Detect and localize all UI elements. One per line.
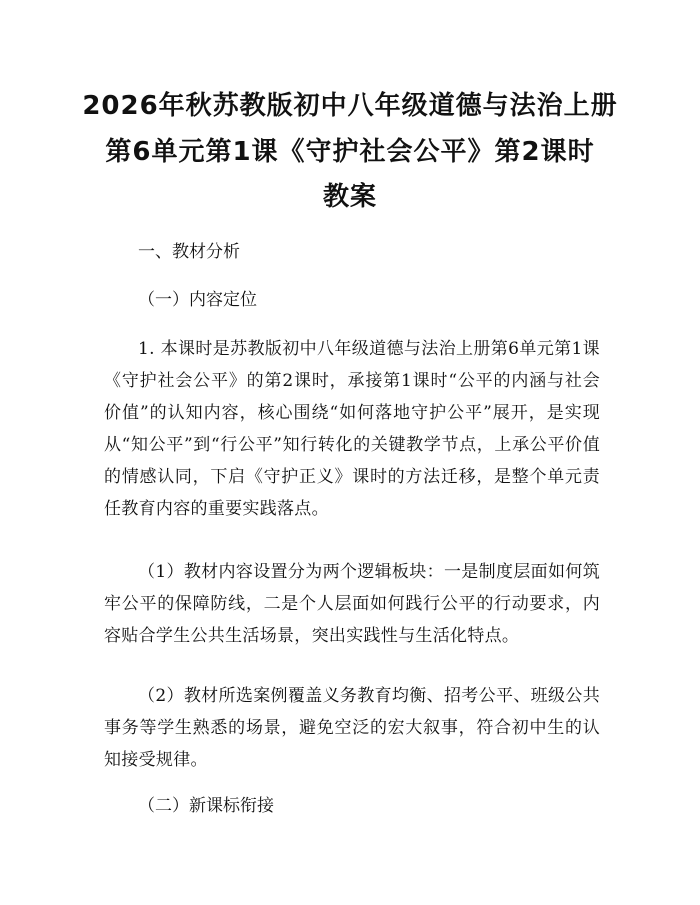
subsection-heading-curriculum-alignment: （二）新课标衔接	[138, 796, 274, 816]
document-title-line-1: 2026年秋苏教版初中八年级道德与法治上册	[82, 91, 618, 121]
paragraph-content-structure: （1）教材内容设置分为两个逻辑板块：一是制度层面如何筑牢公平的保障防线，二是个人层面如何践行公平的行动要求，内容贴合学生公共生活场景，突出实践性与生活化特点。	[104, 562, 600, 646]
paragraph-case-selection: （2）教材所选案例覆盖义务教育均衡、招考公平、班级公共事务等学生熟悉的场景，避免空泛的宏大叙事，符合初中生的认知接受规律。	[104, 686, 600, 770]
paragraph-lesson-positioning: 1. 本课时是苏教版初中八年级道德与法治上册第6单元第1课《守护社会公平》的第2课时，承接第1课时“公平的内涵与社会价值”的认知内容，核心围绕“如何落地守护公平”展开，是实现从“知公平”到“行公平”知行转化的关键教学节点，上承公平价值的情感认同，下启《守护正义》课时的方法迁移，是整个单元责任教育内容的重要实践落点。	[104, 339, 600, 519]
document-title-line-3: 教案	[322, 182, 377, 212]
subsection-heading-content-positioning: （一）内容定位	[138, 290, 257, 310]
section-heading-textbook-analysis: 一、教材分析	[138, 242, 240, 262]
document-title-line-2: 第6单元第1课《守护社会公平》第2课时	[105, 137, 595, 167]
